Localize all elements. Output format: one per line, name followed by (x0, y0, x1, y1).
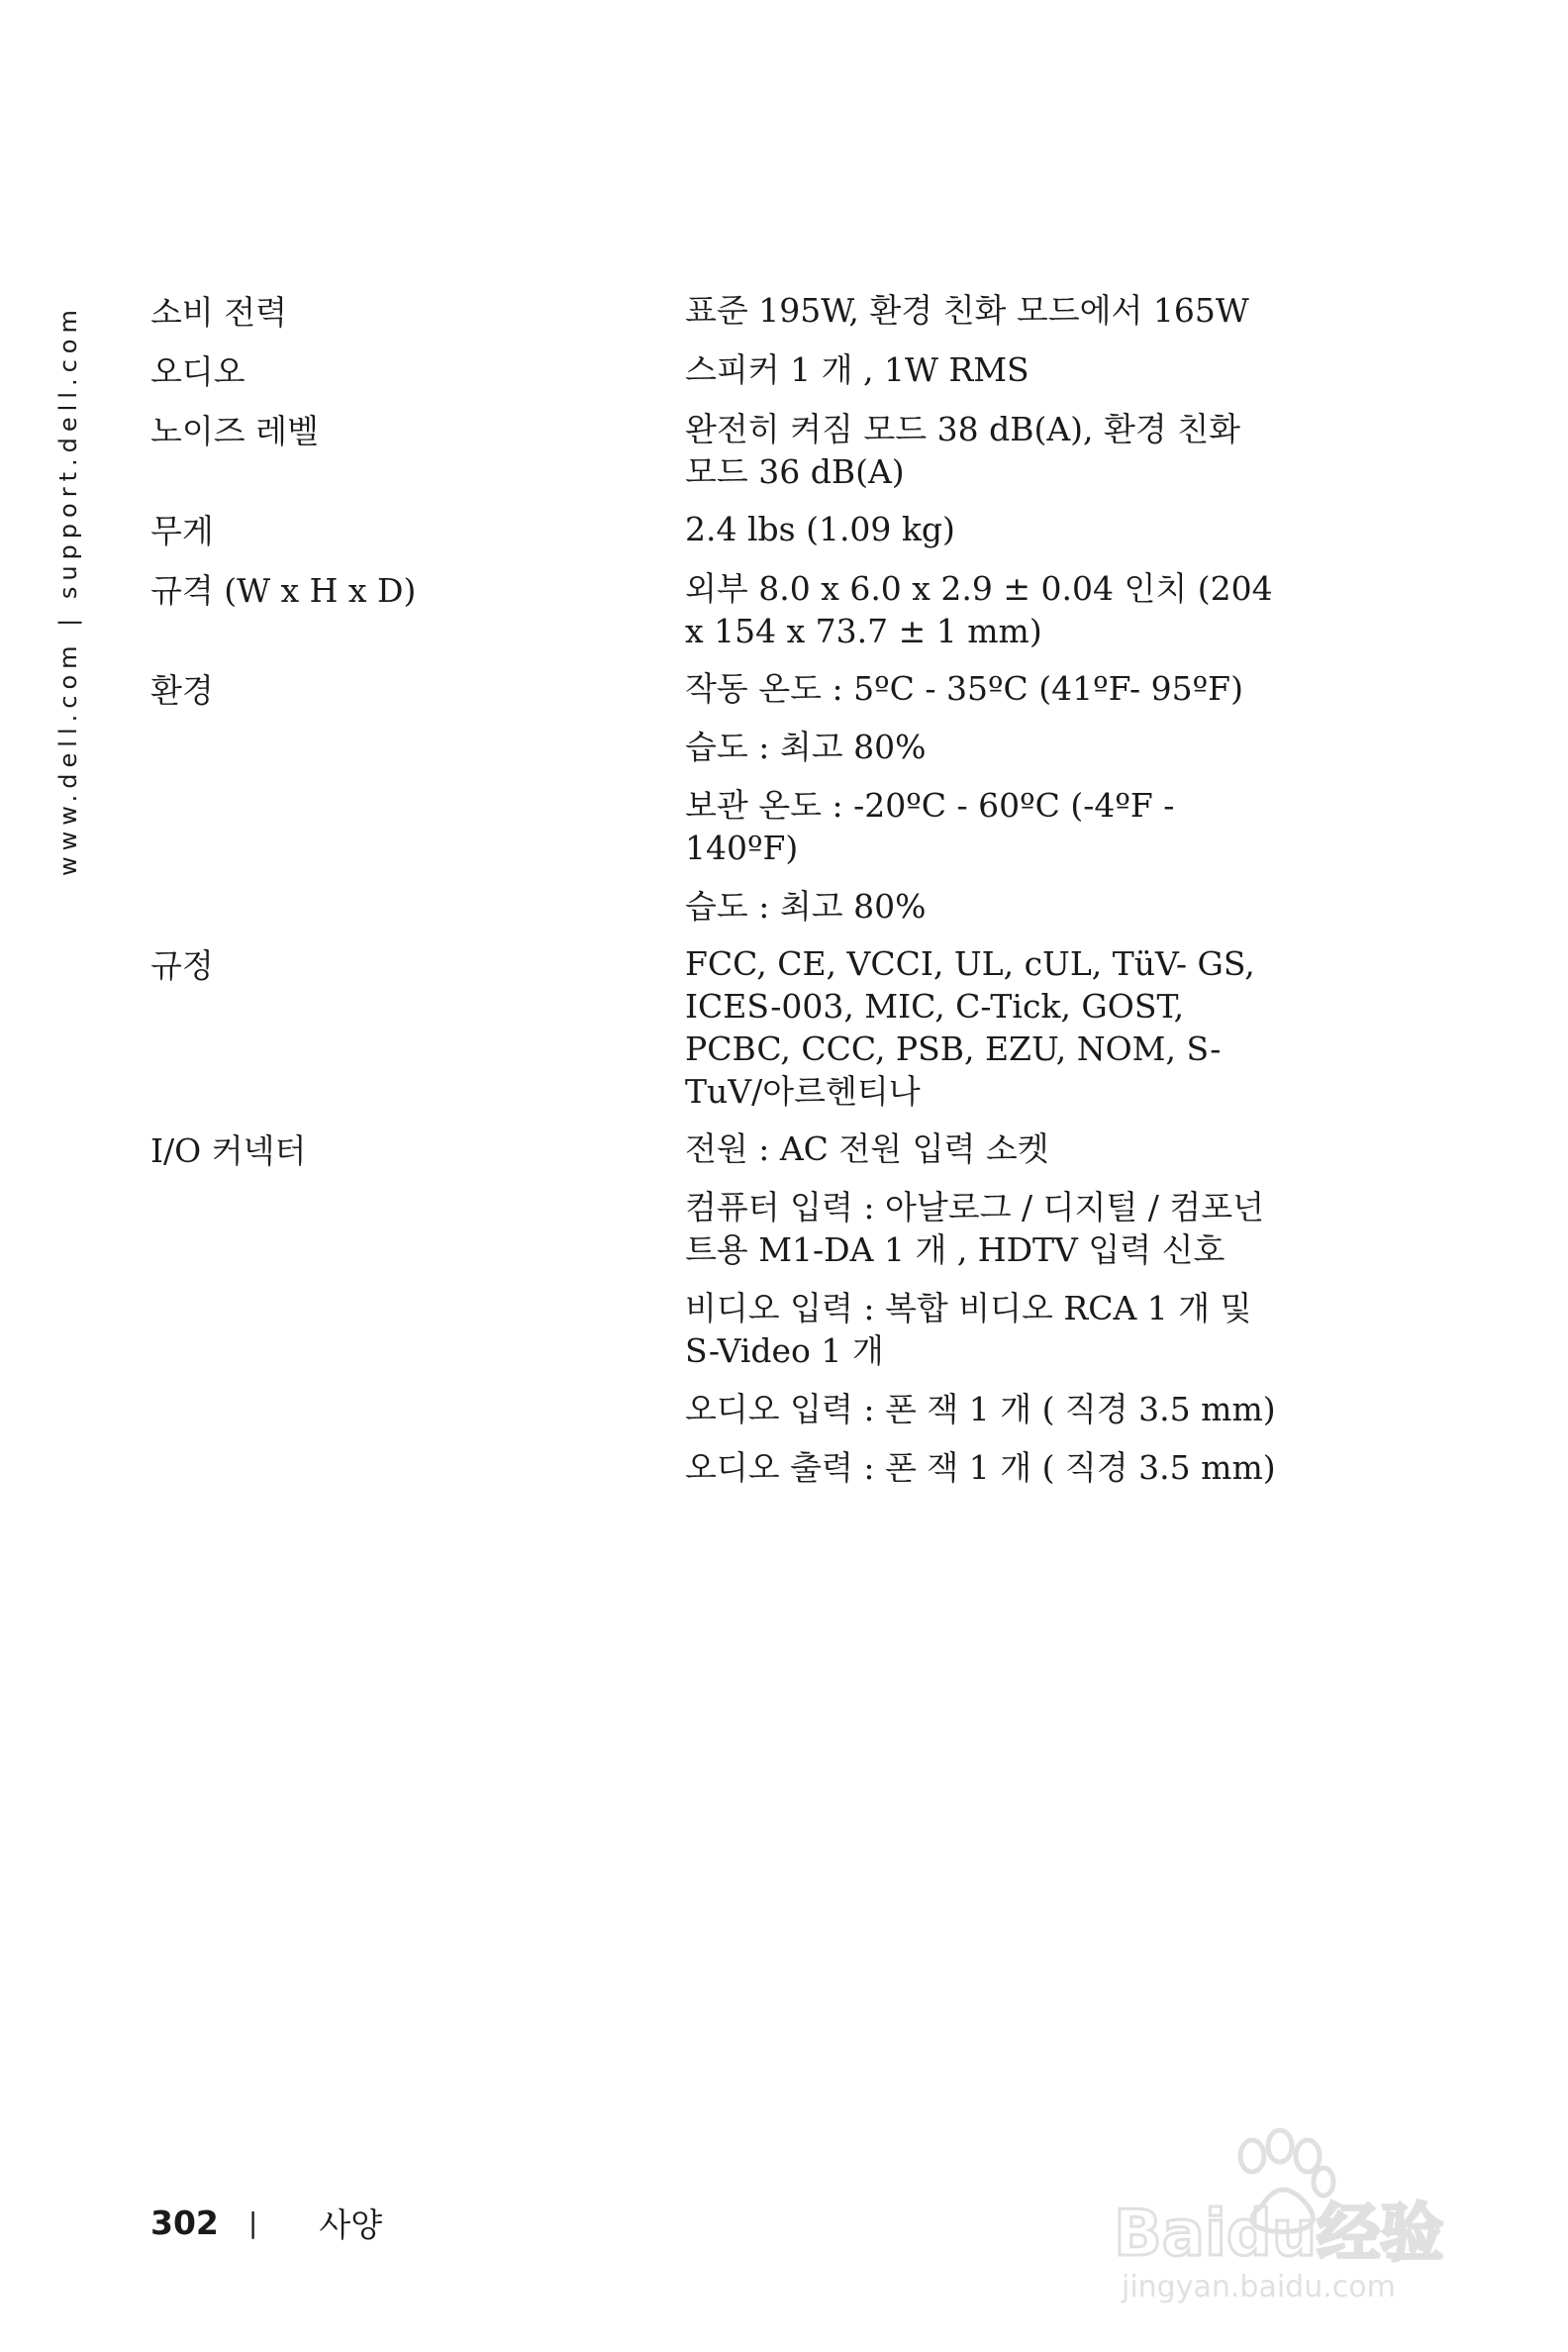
spec-values (685, 408, 1279, 493)
spec-value: 2.4 lbs (1.09 kg) (685, 510, 955, 548)
spec-value: 외부 8.0 x 6.0 x 2.9 ± 0.04 인치 (204 x 154 x 73.7 ± 1 mm) (685, 569, 1273, 650)
footer-separator: | (247, 2206, 258, 2239)
spec-value: 스피커 1 개 , 1W RMS (685, 350, 1029, 389)
spec-value: 오디오 출력 : 폰 잭 1 개 ( 직경 3.5 mm) (685, 1448, 1276, 1487)
spec-label: I/O 커넥터 (150, 1131, 307, 1170)
spec-value: FCC, CE, VCCI, UL, cUL, TüV- GS, ICES-003, MIC, C-Tick, GOST, PCBC, CCC, PSB, EZU, NOM, S-TuV/아르헨티나 (685, 944, 1255, 1111)
spec-table (150, 289, 1279, 1489)
spec-row (150, 567, 1279, 652)
spec-label: 오디오 (150, 352, 245, 391)
spec-label: 환경 (150, 671, 214, 710)
spec-value: 컴퓨터 입력 : 아날로그 / 디지털 / 컴포넌트용 M1-DA 1 개 , HDTV 입력 신호 (685, 1188, 1264, 1269)
spec-label: 노이즈 레벨 (150, 412, 319, 450)
spec-row (150, 408, 1279, 493)
spec-values (685, 667, 1279, 928)
spec-value: 비디오 입력 : 복합 비디오 RCA 1 개 및 S-Video 1 개 (685, 1289, 1252, 1370)
spec-values (685, 289, 1279, 332)
watermark-brand: Baidu经验 (1114, 2198, 1444, 2271)
spec-row (150, 508, 1279, 552)
spec-row (150, 1127, 1279, 1489)
spec-value: 습도 : 최고 80% (685, 728, 927, 766)
spec-row (150, 942, 1279, 1113)
page-footer (150, 2200, 382, 2246)
side-url: www.dell.com | support.dell.com (54, 304, 82, 876)
footer-section-title: 사양 (319, 2205, 383, 2244)
watermark-url: jingyan.baidu.com (1122, 2270, 1396, 2304)
spec-value: 전원 : AC 전원 입력 소켓 (685, 1129, 1049, 1168)
spec-label: 무게 (150, 512, 214, 550)
spec-values (685, 348, 1279, 391)
spec-row (150, 289, 1279, 334)
spec-value: 보관 온도 : -20ºC - 60ºC (-4ºF - 140ºF) (685, 786, 1175, 867)
spec-value: 표준 195W, 환경 친화 모드에서 165W (685, 291, 1249, 330)
spec-label: 소비 전력 (150, 293, 288, 332)
spec-value: 습도 : 최고 80% (685, 887, 927, 926)
spec-values (685, 508, 1279, 550)
spec-label: 규정 (150, 946, 214, 985)
spec-values (685, 942, 1279, 1113)
spec-value: 작동 온도 : 5ºC - 35ºC (41ºF- 95ºF) (685, 669, 1243, 708)
spec-label: 규격 (W x H x D) (150, 571, 417, 610)
page-number: 302 (150, 2204, 219, 2242)
spec-values (685, 1127, 1279, 1489)
spec-values (685, 567, 1279, 652)
spec-value: 오디오 입력 : 폰 잭 1 개 ( 직경 3.5 mm) (685, 1390, 1276, 1428)
baidu-watermark-logo (1114, 2116, 1480, 2304)
spec-value: 완전히 켜짐 모드 38 dB(A), 환경 친화 모드 36 dB(A) (685, 410, 1241, 491)
spec-row (150, 348, 1279, 393)
spec-row (150, 667, 1279, 928)
